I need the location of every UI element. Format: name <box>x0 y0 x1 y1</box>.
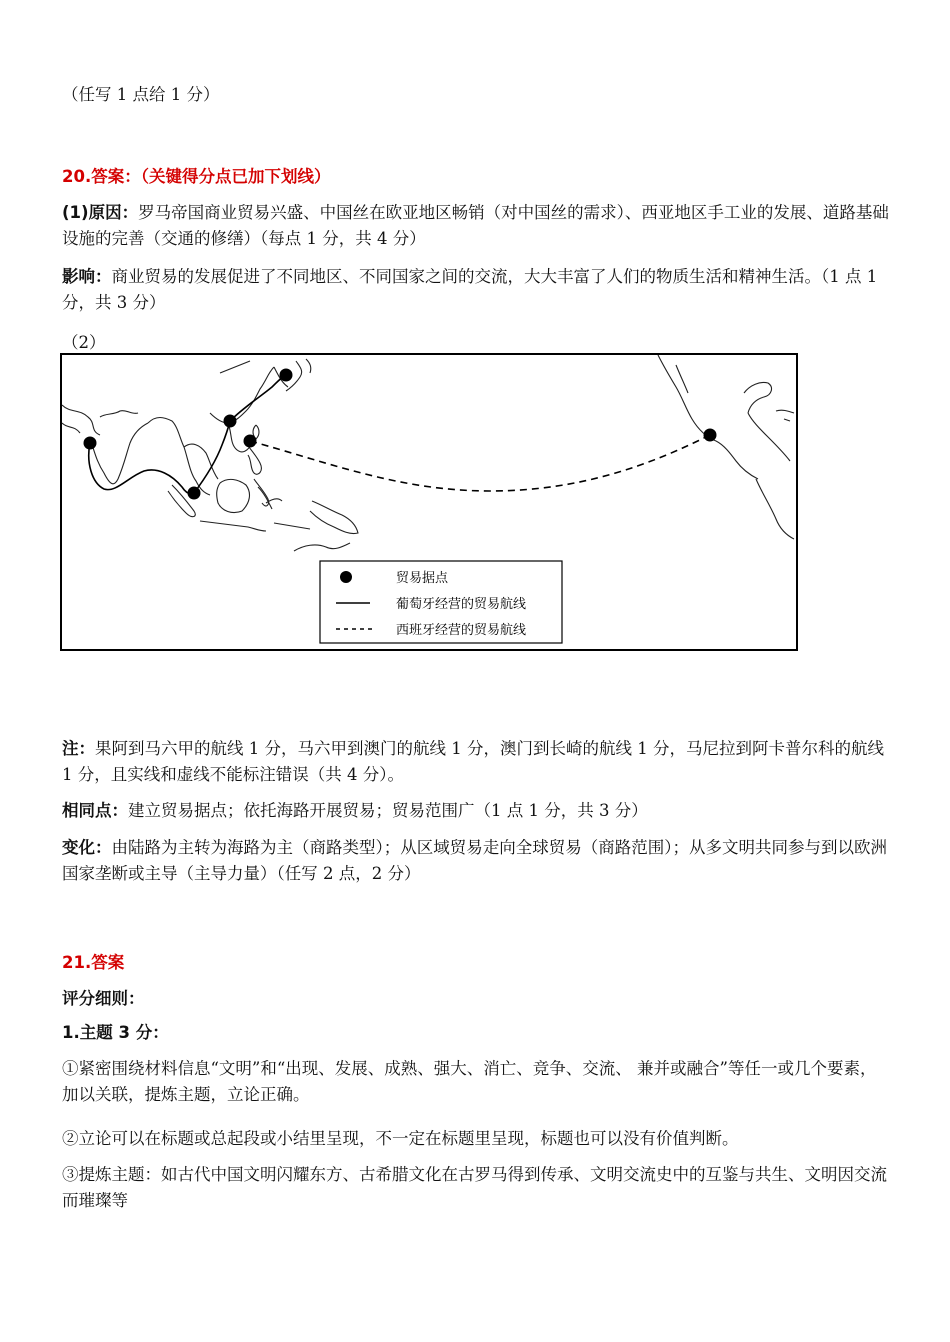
trade-route-map <box>60 353 800 653</box>
impact-label: 影响： <box>62 267 112 286</box>
trade-point-nagasaki <box>280 369 293 382</box>
reason-text: 罗马帝国商业贸易兴盛、中国丝在欧亚地区畅销（对中国丝的需求）、西亚地区手工业的发展、道路基础设施的完善（交通的修缮）（每点 1 分，共 4 分） <box>62 203 889 248</box>
trade-point-goa <box>84 437 97 450</box>
q21-criterion-2: ②立论可以在标题或总起段或小结里呈现，不一定在标题里呈现，标题也可以没有价值判断。 <box>62 1129 739 1148</box>
q20-heading: 20.答案：（关键得分点已加下划线） <box>62 167 331 186</box>
q20-similarity-paragraph <box>62 798 892 824</box>
similarity-label: 相同点： <box>62 801 128 820</box>
reason-label: (1)原因： <box>62 203 139 222</box>
q20-reason-paragraph <box>62 200 892 252</box>
trade-point-manila <box>244 435 257 448</box>
change-label: 变化： <box>62 838 112 857</box>
q20-change-paragraph <box>62 835 892 887</box>
similarity-text: 建立贸易据点；依托海路开展贸易；贸易范围广（1 点 1 分，共 3 分） <box>128 801 648 820</box>
q21-item1-heading: 1.主题 3 分： <box>62 1023 169 1042</box>
trade-point-malacca <box>188 487 201 500</box>
score-note: （任写 1 点给 1 分） <box>62 85 220 104</box>
part2-label: （2） <box>62 333 106 352</box>
q20-impact-paragraph <box>62 264 892 316</box>
q21-criterion-3: ③提炼主题：如古代中国文明闪耀东方、古希腊文化在古罗马得到传承、文明交流史中的互鉴与共生、文明因交流而璀璨等 <box>62 1165 887 1210</box>
note-text: 果阿到马六甲的航线 1 分，马六甲到澳门的航线 1 分，澳门到长崎的航线 1 分，马尼拉到阿卡普尔科的航线 1 分，且实线和虚线不能标注错误（共 4 分）。 <box>62 739 884 784</box>
q20-note-paragraph <box>62 736 892 788</box>
q21-criterion-1: ①紧密围绕材料信息“文明”和“出现、发展、成熟、强大、消亡、竞争、交流、 兼并或融合”等任一或几个要素，加以关联，提炼主题，立论正确。 <box>62 1059 877 1104</box>
note-label: 注： <box>62 739 95 758</box>
legend-point-label: 贸易据点 <box>396 571 449 586</box>
q21-heading: 21.答案 <box>62 953 125 972</box>
impact-text: 商业贸易的发展促进了不同地区、不同国家之间的交流，大大丰富了人们的物质生活和精神生活。（1 点 1 分，共 3 分） <box>62 267 878 312</box>
map-legend <box>320 561 562 643</box>
change-text: 由陆路为主转为海路为主（商路类型）；从区域贸易走向全球贸易（商路范围）；从多文明共同参与到以欧洲国家垄断或主导（主导力量）（任写 2 点，2 分） <box>62 838 887 883</box>
legend-dashed-label: 西班牙经营的贸易航线 <box>396 623 527 638</box>
trade-point-acapulco <box>704 429 717 442</box>
q21-scoring-subheading: 评分细则： <box>62 989 145 1008</box>
legend-solid-label: 葡萄牙经营的贸易航线 <box>396 597 527 612</box>
trade-point-macau <box>224 415 237 428</box>
legend-point-symbol <box>340 571 352 583</box>
